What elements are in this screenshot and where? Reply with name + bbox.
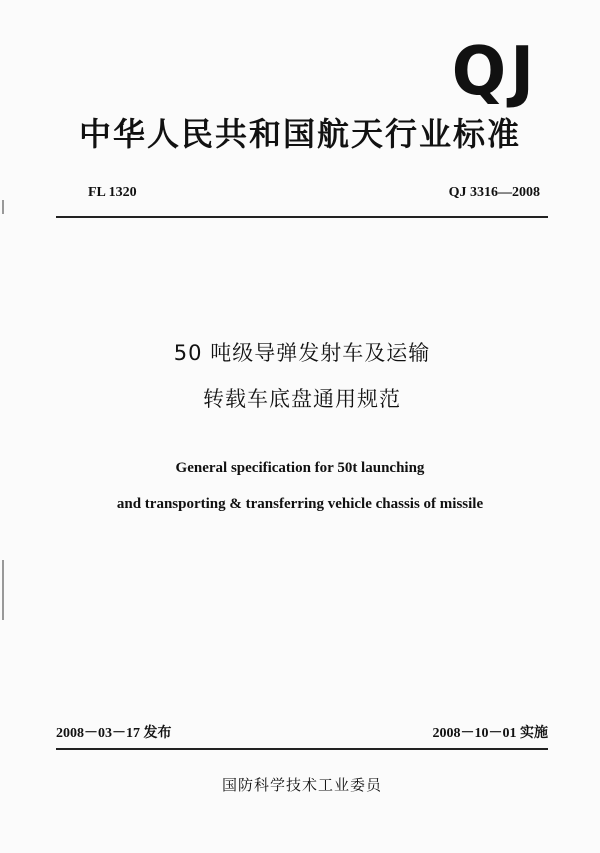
- classification-code: FL 1320: [88, 185, 137, 200]
- title-cn-line2: 转载车底盘通用规范: [203, 387, 401, 411]
- effective-date: 2008－10－01 实施: [432, 726, 548, 741]
- binding-mark: [2, 200, 4, 214]
- document-title-en: [40, 450, 560, 522]
- footer-rule: [56, 748, 548, 750]
- standard-number: QJ 3316—2008: [448, 185, 540, 200]
- title-cn-line1: 50 吨级导弹发射车及运输: [173, 341, 431, 365]
- document-title-cn: [56, 330, 548, 422]
- standard-title: 中华人民共和国航天行业标准: [78, 115, 521, 153]
- issue-date: 2008－03－17 发布: [56, 726, 172, 741]
- title-en-line2: and transporting & transferring vehicle chassis of missile: [116, 496, 484, 512]
- qj-logo: QJ: [451, 33, 538, 111]
- binding-mark: [2, 560, 4, 620]
- title-en-line1: General specification for 50t launching: [175, 460, 425, 476]
- issuing-authority: 国防科学技术工业委员: [221, 776, 382, 794]
- header-rule: [56, 216, 548, 218]
